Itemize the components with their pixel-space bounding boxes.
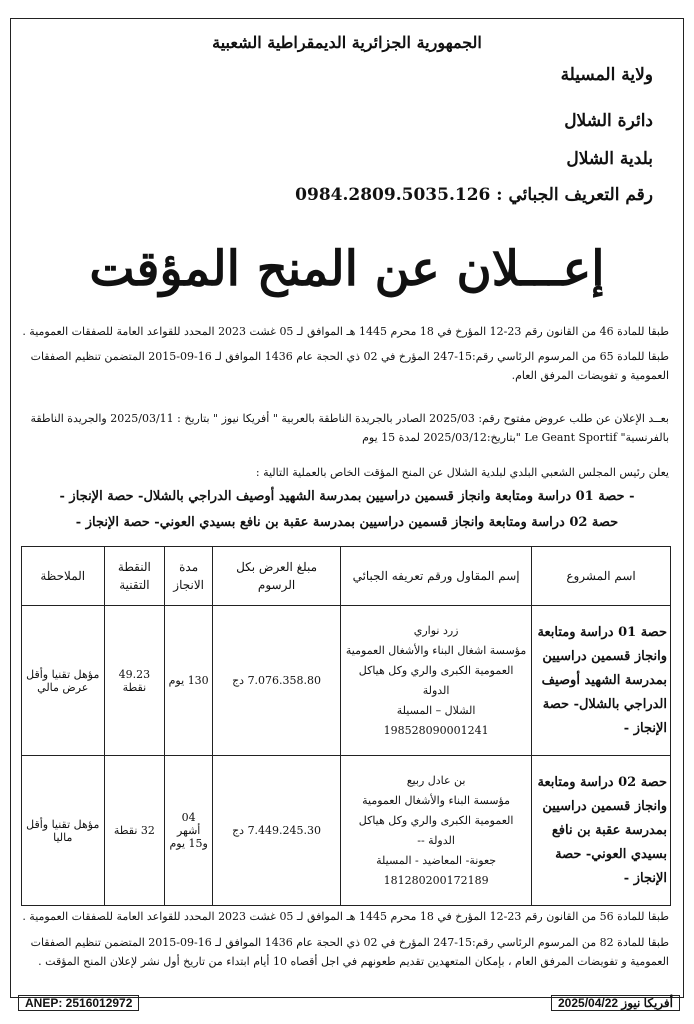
anep-reference bbox=[18, 996, 139, 1010]
row-1-contractor-name: زرد نواري bbox=[413, 623, 459, 637]
row-2-contractor-company: مؤسسة البناء والأشغال العمومية العمومية الكبرى والري وكل هياكل الدولة -- bbox=[358, 793, 514, 847]
row-1-contractor-nif: 198528090001241 bbox=[383, 723, 489, 737]
lot-1-line: - حصة 01 دراسة ومتابعة وانجاز قسمين دراسيين بمدرسة الشهيد أوصيف الدراجي بالشلال- حصة الإنجاز - bbox=[59, 489, 635, 504]
row-2-amount: 7.449.245.30 دج bbox=[213, 756, 341, 906]
republic-title: الجمهورية الجزائرية الديمقراطية الشعبية bbox=[212, 33, 482, 52]
header-duration: مدة الانجاز bbox=[165, 547, 213, 606]
newspaper-label: أفريكا نيوز 2025/04/22 bbox=[551, 995, 680, 1011]
row-1-contractor bbox=[341, 606, 532, 756]
baladiya-line: بلدية الشلال bbox=[566, 149, 653, 169]
tax-id-line: رقم التعريف الجبائي : 0984.2809.5035.126 bbox=[295, 185, 653, 205]
announcement-title: إعـــلان عن المنح المؤقت bbox=[89, 241, 605, 297]
row-1-remark: مؤهل تقنيا وأقل عرض مالي bbox=[22, 606, 105, 756]
row-1-contractor-company: مؤسسة اشغال البناء والأشغال العمومية العمومية الكبرى والري وكل هياكل الدولة bbox=[345, 643, 527, 697]
row-1-amount: 7.076.358.80 دج bbox=[213, 606, 341, 756]
award-table bbox=[21, 546, 671, 906]
intro-paragraph-3: بعــد الإعلان عن طلب عروض مفتوح رقم: 2025/03 الصادر بالجريدة الناطقة بالعربية " أفريكا نيوز " بتاريخ : 2025/03/11 والجريدة الناطقة بالفرنسية" Le Geant Sportif "بتاريخ:2025/03/12 لمدة 15 يوم bbox=[30, 412, 669, 444]
announcement-frame bbox=[10, 18, 684, 998]
closing-paragraph-2: طبقا للمادة 82 من المرسوم الرئاسي رقم:15-247 المؤرخ في 02 ذي الحجة عام 1436 الموافق لـ 16-09-2015 المتضمن تنظيم الصفقات العمومية و تفويضات المرفق العام ، بإمكان المتعهدين تقديم طعونهم في اجل أقصاه 10 أيام ابتداء من تاريخ أول نشر لإعلان المنح المؤقت . bbox=[30, 936, 669, 968]
row-2-contractor-nif: 181280200172189 bbox=[383, 873, 489, 887]
wilaya-line: ولاية المسيلة bbox=[560, 65, 653, 85]
anep-label: ANEP: 2516012972 bbox=[18, 995, 139, 1011]
row-2-duration: 04 أشهر و15 يوم bbox=[165, 756, 213, 906]
row-2-contractor-address: جعونة- المعاضيد - المسيلة bbox=[376, 853, 497, 867]
header-contractor: إسم المقاول ورقم تعريفه الجبائي bbox=[341, 547, 532, 606]
daira-line: دائرة الشلال bbox=[564, 111, 653, 131]
row-2-project: حصة 02 دراسة ومتابعة وانجاز قسمين دراسيين بمدرسة عقبة بن نافع بسيدي العوني- حصة الإنجاز - bbox=[532, 756, 671, 906]
table-row bbox=[22, 756, 671, 906]
row-1-duration: 130 يوم bbox=[165, 606, 213, 756]
header-remark: الملاحظة bbox=[22, 547, 105, 606]
row-1-score: 49.23 نقطة bbox=[104, 606, 165, 756]
table-header-row bbox=[22, 547, 671, 606]
row-2-remark: مؤهل تقنيا وأقل ماليا bbox=[22, 756, 105, 906]
row-2-contractor-name: بن عادل ربيع bbox=[406, 773, 466, 787]
lot-2-line: حصة 02 دراسة ومتابعة وانجاز قسمين دراسيين بمدرسة عقبة بن نافع بسيدي العوني- حصة الإنجاز - bbox=[75, 515, 619, 530]
newspaper-reference bbox=[551, 996, 680, 1010]
row-2-score: 32 نقطة bbox=[104, 756, 165, 906]
header-project: اسم المشروع bbox=[532, 547, 671, 606]
header-amount: مبلغ العرض بكل الرسوم bbox=[213, 547, 341, 606]
closing-paragraph-1: طبقا للمادة 56 من القانون رقم 23-12 المؤرخ في 18 محرم 1445 هـ الموافق لـ 05 غشت 2023 المحدد للقواعد العامة للصفقات العمومية . bbox=[22, 910, 669, 923]
header-score: النقطة التقنية bbox=[104, 547, 165, 606]
intro-paragraph-4: يعلن رئيس المجلس الشعبي البلدي لبلدية الشلال عن المنح المؤقت الخاص بالعملية التالية : bbox=[255, 466, 669, 479]
row-1-project: حصة 01 دراسة ومتابعة وانجاز قسمين دراسيين بمدرسة الشهيد أوصيف الدراجي بالشلال- حصة الإنجاز - bbox=[532, 606, 671, 756]
intro-paragraph-1: طبقا للمادة 46 من القانون رقم 23-12 المؤرخ في 18 محرم 1445 هـ الموافق لـ 05 غشت 2023 المحدد للقواعد العامة للصفقات العمومية . bbox=[22, 325, 669, 338]
table-row bbox=[22, 606, 671, 756]
row-1-contractor-address: الشلال – المسيلة bbox=[396, 703, 476, 717]
row-2-contractor bbox=[341, 756, 532, 906]
intro-paragraph-2: طبقا للمادة 65 من المرسوم الرئاسي رقم:15-247 المؤرخ في 02 ذي الحجة عام 1436 الموافق لـ 16-09-2015 المتضمن تنظيم الصفقات العمومية و تفويضات المرفق العام. bbox=[30, 350, 669, 382]
